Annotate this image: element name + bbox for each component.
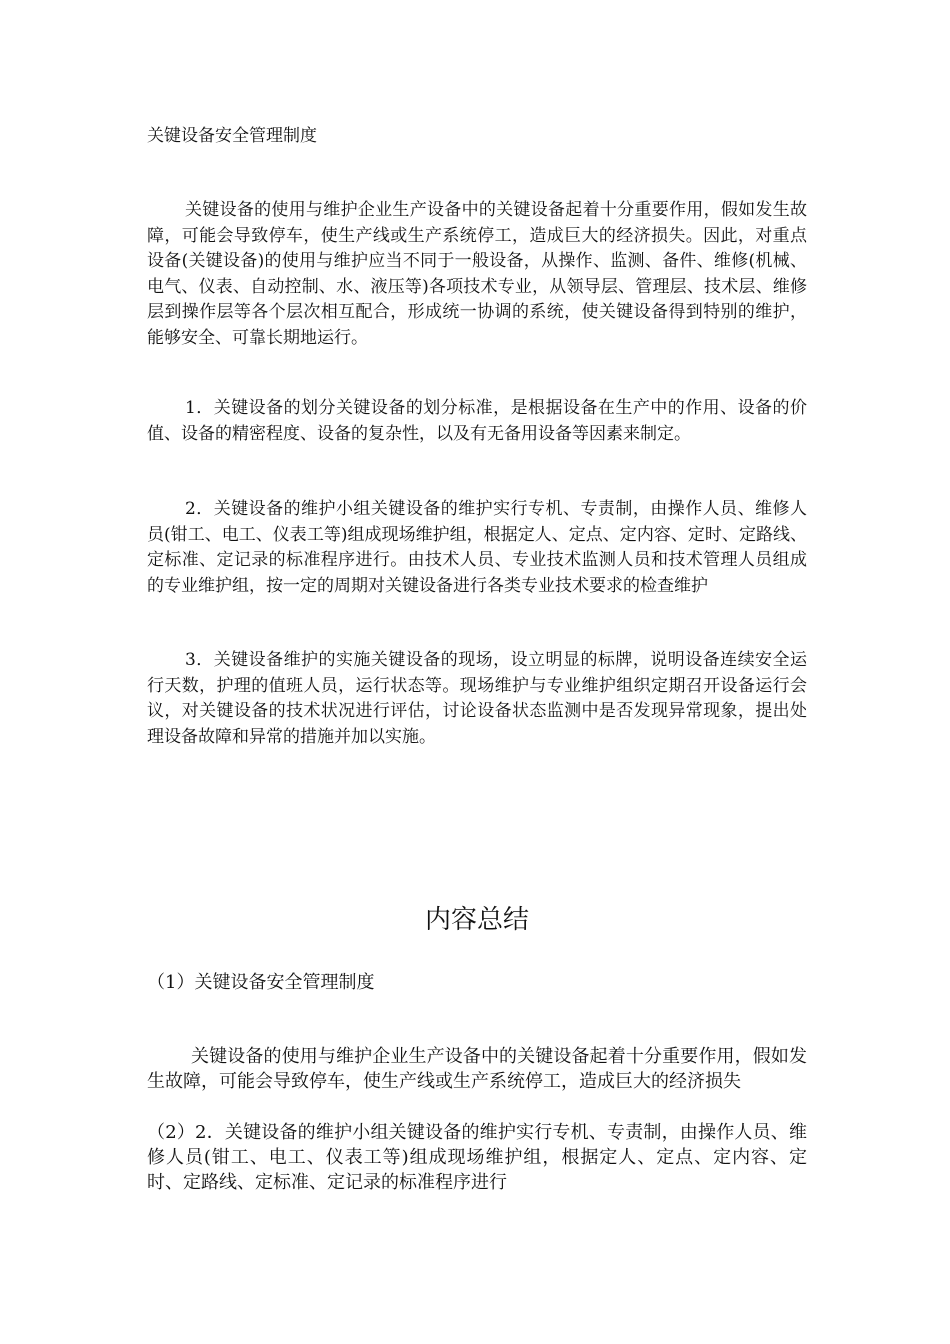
section-1-paragraph: 1．关键设备的划分关键设备的划分标准，是根据设备在生产中的作用、设备的价值、设备的精密程度、设备的复杂性，以及有无备用设备等因素来制定。 <box>147 398 807 444</box>
section-3-paragraph: 3．关键设备维护的实施关键设备的现场，设立明显的标牌，说明设备连续安全运行天数，护理的值班人员，运行状态等。现场维护与专业维护组织定期召开设备运行会议，对关键设备的技术状况进行评估，讨论设备状态监测中是否发现异常现象，提出处理设备故障和异常的措施并加以实施。 <box>147 650 807 747</box>
summary-item-2: （2）2．关键设备的维护小组关键设备的维护实行专机、专责制，由操作人员、维修人员(钳工、电工、仪表工等)组成现场维护组，根据定人、定点、定内容、定时、定路线、定标准、定记录的标准程序进行 <box>147 1122 807 1193</box>
intro-paragraph: 关键设备的使用与维护企业生产设备中的关键设备起着十分重要作用，假如发生故障，可能会导致停车，使生产线或生产系统停工，造成巨大的经济损失。因此，对重点设备(关键设备)的使用与维护应当不同于一般设备，从操作、监测、备件、维修(机械、电气、仪表、自动控制、水、液压等)各项技术专业，从领导层、管理层、技术层、维修层到操作层等各个层次相互配合，形成统一协调的系统，使关键设备得到特别的维护，能够安全、可靠长期地运行。 <box>147 200 807 348</box>
section-2-paragraph: 2．关键设备的维护小组关键设备的维护实行专机、专责制，由操作人员、维修人员(钳工、电工、仪表工等)组成现场维护组，根据定人、定点、定内容、定时、定路线、定标准、定记录的标准程序进行。由技术人员、专业技术监测人员和技术管理人员组成的专业维护组，按一定的周期对关键设备进行各类专业技术要求的检查维护 <box>147 499 807 596</box>
document-title: 关键设备安全管理制度 <box>147 126 317 146</box>
summary-item-1: （1）关键设备安全管理制度 <box>147 972 375 993</box>
summary-heading: 内容总结 <box>424 905 529 935</box>
summary-item-1-text: 关键设备的使用与维护企业生产设备中的关键设备起着十分重要作用，假如发生故障，可能会导致停车，使生产线或生产系统停工，造成巨大的经济损失 <box>147 1046 807 1092</box>
